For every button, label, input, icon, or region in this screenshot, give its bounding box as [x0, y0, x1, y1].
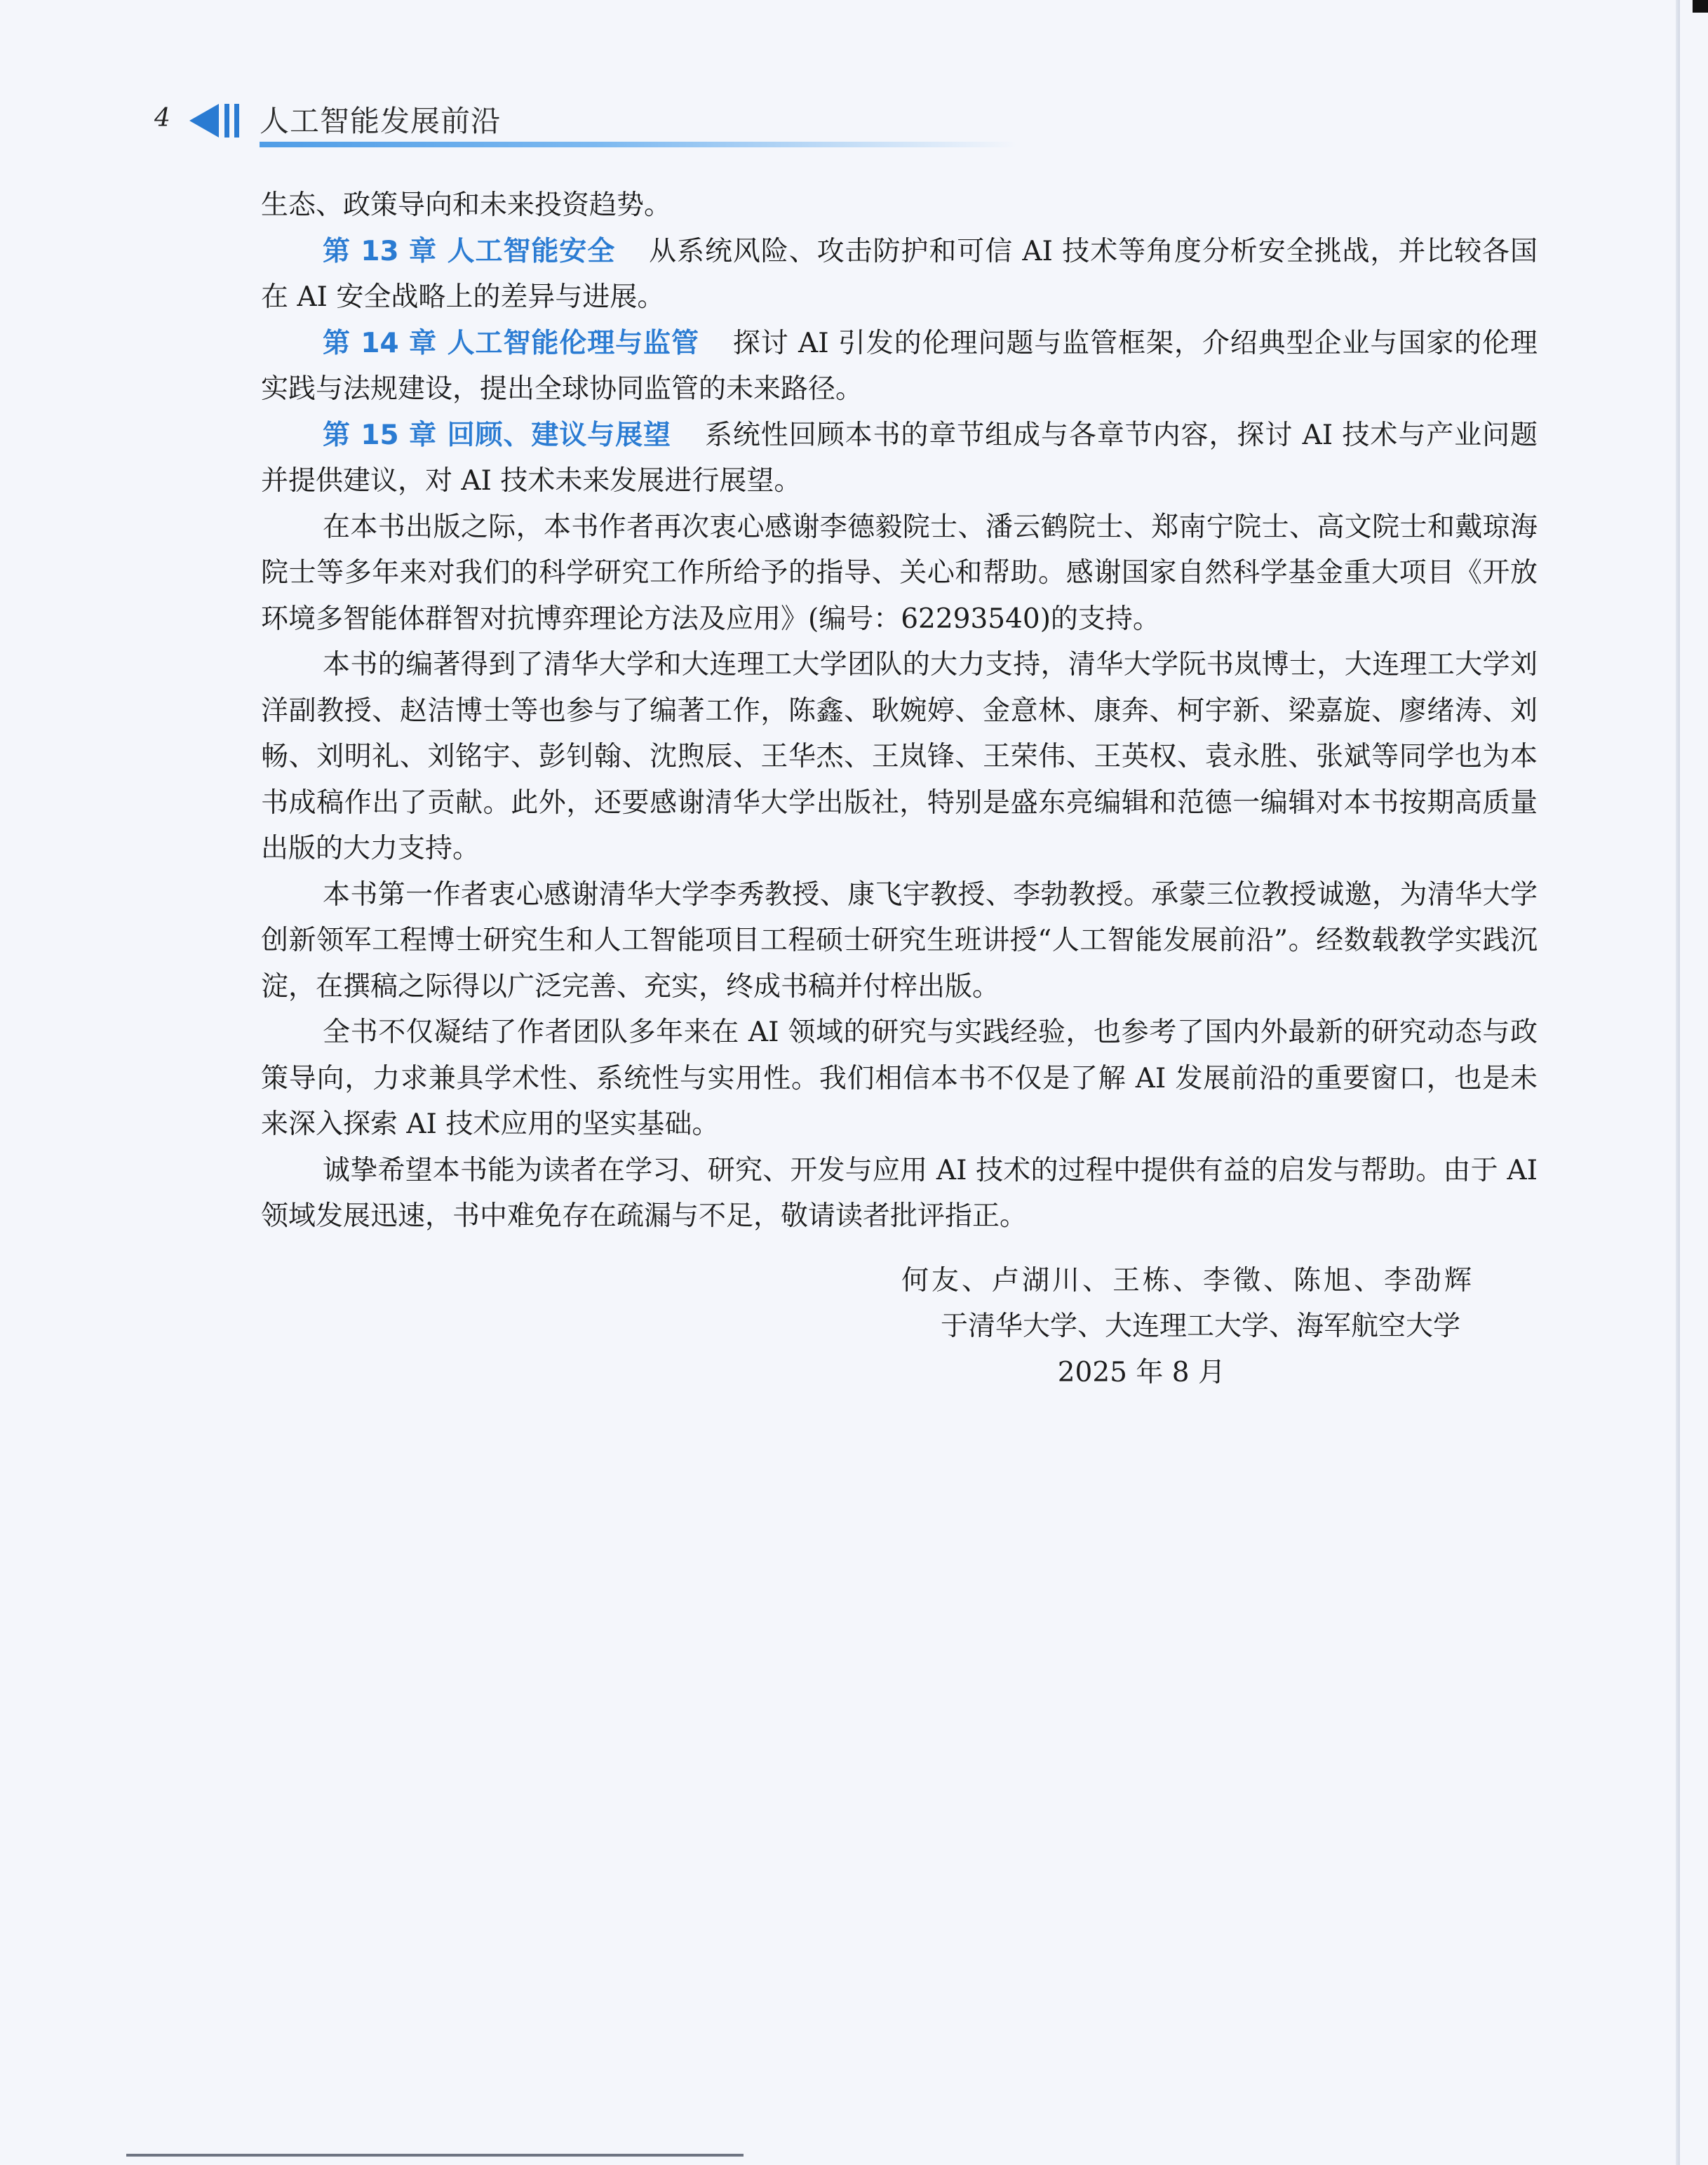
chapter-14-title: 第 14 章 人工智能伦理与监管	[323, 327, 699, 359]
paragraph-continuation: 生态、政策导向和未来投资趋势。	[261, 189, 672, 221]
header-rule	[260, 142, 1017, 147]
chapter-14-text: 探讨 AI 引发的伦理问题与监管框架，介绍典型企业与国家的伦理实践与法规建设，提出全球协同监管的未来路径。	[261, 327, 1538, 405]
running-title: 人工智能发展前沿	[260, 104, 502, 138]
chapter-14-summary	[261, 321, 1538, 413]
chapter-15-summary	[261, 413, 1538, 504]
page-edge-shadow	[1676, 0, 1680, 2165]
acknowledgement-paragraph-2: 本书的编著得到了清华大学和大连理工大学团队的大力支持，清华大学阮书岚博士，大连理工大学刘洋副教授、赵洁博士等也参与了编著工作，陈鑫、耿婉婷、金意林、康奔、柯宇新、梁嘉旋、廖绪涛、刘畅、刘明礼、刘铭宇、彭钊翰、沈煦辰、王华杰、王岚锋、王荣伟、王英权、袁永胜、张斌等同学也为本书成稿作出了贡献。此外，还要感谢清华大学出版社，特别是盛东亮编辑和范德一编辑对本书按期高质量出版的大力支持。	[261, 649, 1538, 864]
scan-corner-mark	[1693, 0, 1708, 13]
page-body	[261, 182, 1538, 1395]
acknowledgement-paragraph-1: 在本书出版之际，本书作者再次衷心感谢李德毅院士、潘云鹤院士、郑南宁院士、高文院士和戴琼海院士等多年来对我们的科学研究工作所给予的指导、关心和帮助。感谢国家自然科学基金重大项目《开放环境多智能体群智对抗博弈理论方法及应用》(编号：62293540)的支持。	[261, 511, 1538, 635]
closing-paragraph: 诚挚希望本书能为读者在学习、研究、开发与应用 AI 技术的过程中提供有益的启发与帮助。由于 AI 领域发展迅速，书中难免存在疏漏与不足，敬请读者批评指正。	[261, 1154, 1538, 1232]
chapter-13-summary	[261, 229, 1538, 321]
chapter-15-title: 第 15 章 回顾、建议与展望	[323, 419, 671, 451]
bottom-rule	[126, 2154, 744, 2157]
preface-date: 2025 年 8 月	[1057, 1356, 1225, 1388]
acknowledgement-paragraph-3: 本书第一作者衷心感谢清华大学李秀教授、康飞宇教授、李勃教授。承蒙三位教授诚邀，为清华大学创新领军工程博士研究生和人工智能项目工程硕士研究生班讲授“人工智能发展前沿”。经数载教学实践沉淀，在撰稿之际得以广泛完善、充实，终成书稿并付梓出版。	[261, 878, 1538, 1003]
chapter-13-title: 第 13 章 人工智能安全	[323, 235, 616, 267]
chapter-15-text: 系统性回顾本书的章节组成与各章节内容，探讨 AI 技术与产业问题并提供建议，对 AI 技术未来发展进行展望。	[261, 419, 1538, 497]
triangle-bars-icon	[188, 100, 251, 142]
chapter-13-text: 从系统风险、攻击防护和可信 AI 技术等角度分析安全挑战，并比较各国在 AI 安全战略上的差异与进展。	[261, 235, 1538, 313]
page-number: 4	[154, 104, 170, 133]
summary-paragraph: 全书不仅凝结了作者团队多年来在 AI 领域的研究与实践经验，也参考了国内外最新的研究动态与政策导向，力求兼具学术性、系统性与实用性。我们相信本书不仅是了解 AI 发展前沿的重要窗口，也是未来深入探索 AI 技术应用的坚实基础。	[261, 1017, 1538, 1140]
running-header	[154, 98, 926, 147]
author-names: 何友、卢湖川、王栋、李徵、陈旭、李劭辉	[901, 1264, 1474, 1296]
author-institutions: 于清华大学、大连理工大学、海军航空大学	[940, 1311, 1460, 1342]
